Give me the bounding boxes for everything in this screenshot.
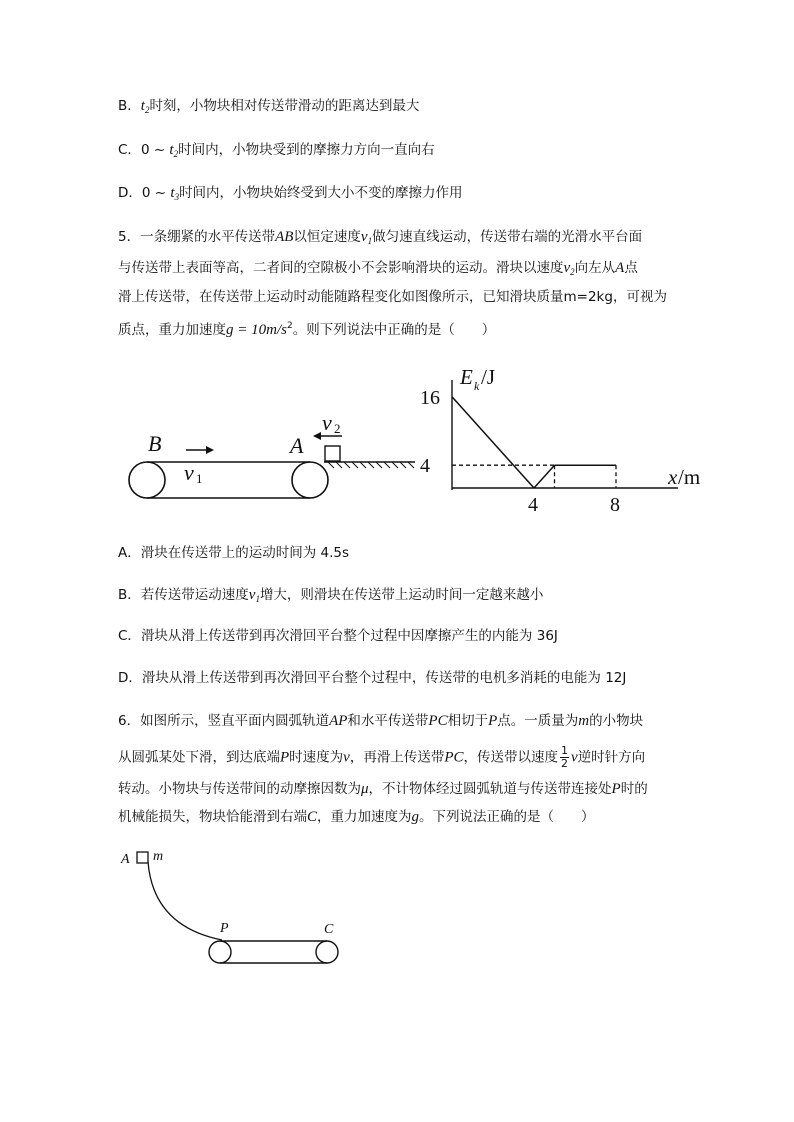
roller-p [209, 941, 231, 963]
roller-c [316, 941, 338, 963]
q6-stem-line-1: 6．如图所示，竖直平面内圆弧轨道AP和水平传送带PC相切于P点。一质量为m的小物块 [118, 713, 644, 729]
arc-track [148, 862, 222, 940]
block-m [137, 852, 148, 863]
y-axis-label: E [460, 365, 473, 389]
half-fraction: $\frac{1}{2}$ [561, 744, 569, 770]
q5-stem-line-4: 质点，重力加速度$g = 10m/s^2$。则下列说法中正确的是（ ） [118, 321, 496, 338]
q5-ek-x-chart [410, 360, 710, 520]
q6-stem-line-3: 转动。小物块与传送带间的动摩擦因数为μ，不计物体经过圆弧轨道与传送带连接处P时的 [118, 781, 648, 797]
q6-stem-line-2: 从圆弧某处下滑，到达底端P时速度为v，再滑上传送带PC，传送带以速度 $\frac{1}{2}$ v逆时针方向 [118, 744, 646, 770]
q5-stem-line-2: 与传送带上表面等高，二者间的空隙极小不会影响滑块的运动。滑块以速度$v_2$向左从A点 [118, 260, 638, 277]
q5-option-c: C．滑块从滑上传送带到再次滑回平台整个过程中因摩擦产生的内能为 36J [118, 628, 558, 644]
q4-option-d: D．0 ~ $t_3$时间内，小物块始终受到大小不变的摩擦力作用 [118, 185, 463, 202]
label-p: P [220, 921, 229, 936]
data-segment-1 [452, 397, 534, 488]
q5-option-a: A．滑块在传送带上的运动时间为 4.5s [118, 545, 350, 561]
platform-hatch [328, 462, 414, 468]
q5-option-d: D．滑块从滑上传送带到再次滑回平台整个过程中，传送带的电机多消耗的电能为 12J [118, 670, 627, 686]
y-tick-label-4: 4 [420, 455, 430, 478]
q5-stem-line-3: 滑上传送带，在传送带上运动时动能随路程变化如图像所示，已知滑块质量m=2kg，可视为 [118, 289, 667, 305]
label-a: A [121, 852, 130, 867]
q5-stem-line-1: 5．一条绷紧的水平传送带AB以恒定速度$v_1$做匀速直线运动，传送带右端的光滑水平台面 [118, 229, 643, 246]
q6-stem-line-4: 机械能损失，物块恰能滑到右端C，重力加速度为g。下列说法正确的是（ ） [118, 809, 595, 825]
roller-right [292, 462, 328, 498]
label-b: B [148, 431, 162, 456]
x-axis-label-unit: /m [678, 465, 701, 489]
q4-option-b: B．$t_2$时刻，小物块相对传送带滑动的距离达到最大 [118, 98, 420, 115]
slider-block [325, 446, 340, 461]
q4-option-c: C．0 ~ $t_2$时间内，小物块受到的摩擦力方向一直向右 [118, 142, 435, 159]
label-m: m [153, 849, 164, 864]
y-axis-label-sub: k [474, 379, 480, 393]
label-v2-sub: 2 [334, 421, 341, 436]
label-c: C [324, 922, 334, 937]
x-tick-label-8: 8 [610, 494, 620, 516]
q5-conveyor-figure [120, 405, 420, 505]
q6-arc-conveyor-figure [112, 840, 352, 975]
label-v1: v [184, 460, 194, 485]
x-tick-label-4: 4 [528, 494, 538, 516]
data-segment-2 [534, 465, 555, 488]
y-axis-label-unit: /J [481, 365, 496, 389]
label-a: A [290, 433, 304, 458]
label-v2: v [322, 410, 332, 435]
x-axis-label: x [668, 465, 678, 489]
label-v1-sub: 1 [196, 471, 203, 486]
roller-left [129, 462, 165, 498]
q5-option-b: B．若传送带运动速度$v_1$增大，则滑块在传送带上运动时间一定越来越小 [118, 587, 544, 604]
y-tick-label-16: 16 [420, 386, 440, 409]
